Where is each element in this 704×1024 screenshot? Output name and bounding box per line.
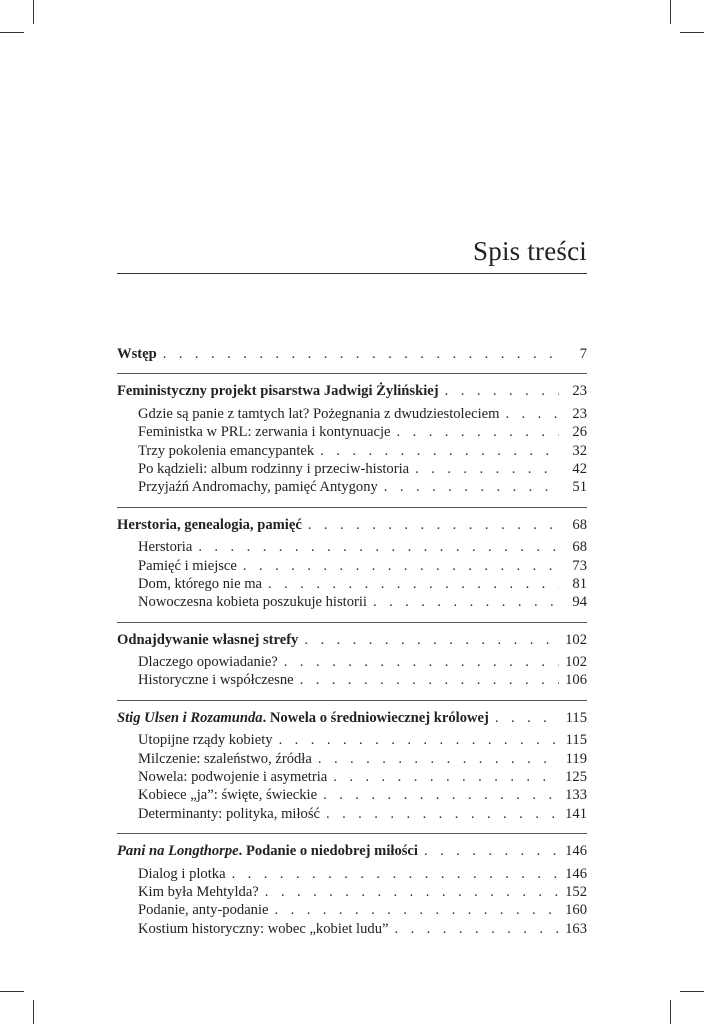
subsection-title: Herstoria (138, 539, 193, 556)
subsection-title: Gdzie są panie z tamtych lat? Pożegnania z dwudziestoleciem (138, 405, 500, 422)
dot-leader (397, 423, 560, 441)
dot-leader (300, 671, 559, 689)
dot-leader (320, 442, 559, 460)
subsection-title: Dlaczego opowiadanie? (138, 654, 278, 671)
chapter-title-text: Feministyczny projekt pisarstwa Jadwigi Żylińskiej (117, 383, 439, 400)
toc-section (117, 833, 587, 938)
page-number: 73 (572, 557, 587, 574)
toc-subsection-entry[interactable] (117, 593, 587, 611)
page-number: 115 (565, 732, 587, 749)
chapter-title-text: . Podanie o niedobrej miłości (238, 843, 418, 860)
page-number: 106 (565, 672, 587, 689)
subsection-title: Po kądzieli: album rodzinny i przeciw-historia (138, 460, 410, 477)
toc-subsection-entry[interactable] (117, 883, 587, 901)
page-title: Spis treści (473, 236, 587, 266)
toc-section (117, 622, 587, 690)
dot-leader (323, 786, 559, 804)
subsection-title: Nowela: podwojenie i asymetria (138, 769, 328, 786)
toc-subsection-entry[interactable] (117, 805, 587, 823)
chapter-title-italic: Pani na Longthorpe (117, 843, 239, 860)
subsection-title: Determinanty: polityka, miłość (138, 805, 320, 822)
toc-subsection-entry[interactable] (117, 731, 587, 749)
dot-leader (232, 865, 559, 883)
toc-section (117, 700, 587, 823)
dot-leader (495, 709, 559, 727)
chapter-title-italic: Stig Ulsen i Rozamunda (117, 709, 263, 726)
toc-chapter-entry[interactable] (117, 842, 587, 860)
page-number: 42 (572, 460, 587, 477)
toc-subsection-entry[interactable] (117, 671, 587, 689)
crop-mark (670, 1000, 671, 1024)
toc-subsection-entry[interactable] (117, 653, 587, 671)
page-number: 26 (572, 424, 587, 441)
crop-mark (680, 32, 704, 33)
toc-chapter-entry[interactable] (117, 516, 587, 534)
dot-leader (275, 901, 560, 919)
page-number: 133 (565, 787, 587, 804)
page-number: 32 (572, 442, 587, 459)
chapter-title (117, 382, 439, 400)
dot-leader (384, 478, 559, 496)
toc-subsection-entry[interactable] (117, 405, 587, 423)
page-number: 125 (565, 769, 587, 786)
toc-subsection-entry[interactable] (117, 575, 587, 593)
dot-leader (318, 750, 559, 768)
subsection-title: Historyczne i współczesne (138, 672, 294, 689)
dot-leader (304, 631, 559, 649)
chapter-title (117, 345, 157, 363)
chapter-title-text: . Nowela o średniowiecznej królowej (262, 709, 489, 726)
dot-leader (308, 516, 559, 534)
subsection-title: Dom, którego nie ma (138, 575, 263, 592)
chapter-title-text: Herstoria, genealogia, pamięć (117, 516, 302, 533)
page-number: 102 (565, 631, 587, 648)
toc-section (117, 345, 587, 363)
dot-leader (424, 842, 559, 860)
toc-subsection-entry[interactable] (117, 865, 587, 883)
toc-section (117, 507, 587, 612)
title-rule (117, 273, 587, 274)
page-number: 81 (572, 575, 587, 592)
dot-leader (268, 575, 559, 593)
chapter-title (117, 631, 298, 649)
dot-leader (333, 768, 559, 786)
crop-mark (33, 1000, 34, 1024)
dot-leader (445, 382, 559, 400)
crop-mark (680, 991, 704, 992)
toc-subsection-entry[interactable] (117, 750, 587, 768)
subsection-title: Nowoczesna kobieta poszukuje historii (138, 594, 367, 611)
subsection-title: Feministka w PRL: zerwania i kontynuacje (138, 424, 391, 441)
dot-leader (163, 345, 559, 363)
dot-leader (394, 920, 559, 938)
page-number: 23 (572, 383, 587, 400)
chapter-title-text: Odnajdywanie własnej strefy (117, 631, 299, 648)
page-number: 146 (565, 843, 587, 860)
subsection-title: Podanie, anty-podanie (138, 902, 269, 919)
chapter-title (117, 842, 418, 860)
page-number: 7 (579, 346, 587, 362)
page-number: 102 (565, 654, 587, 671)
table-of-contents (117, 345, 587, 948)
toc-chapter-entry[interactable] (117, 631, 587, 649)
toc-subsection-entry[interactable] (117, 901, 587, 919)
crop-mark (0, 991, 24, 992)
dot-leader (243, 557, 559, 575)
subsection-title: Utopijne rządy kobiety (138, 732, 273, 749)
toc-chapter-entry[interactable] (117, 709, 587, 727)
toc-chapter-entry[interactable] (117, 382, 587, 400)
toc-subsection-entry[interactable] (117, 786, 587, 804)
page-number: 51 (572, 479, 587, 496)
toc-subsection-entry[interactable] (117, 442, 587, 460)
subsection-title: Kostium historyczny: wobec „kobiet ludu” (138, 920, 389, 937)
page-number: 119 (565, 750, 587, 767)
chapter-title (117, 709, 489, 727)
subsection-title: Dialog i plotka (138, 865, 226, 882)
page-number: 141 (565, 805, 587, 822)
toc-subsection-entry[interactable] (117, 460, 587, 478)
dot-leader (505, 405, 559, 423)
page-number: 152 (565, 883, 587, 900)
toc-subsection-entry[interactable] (117, 423, 587, 441)
page-number: 163 (565, 920, 587, 937)
page-number: 68 (572, 516, 587, 533)
page-number: 146 (565, 865, 587, 882)
dot-leader (415, 460, 559, 478)
toc-section (117, 373, 587, 496)
subsection-title: Milczenie: szaleństwo, źródła (138, 750, 312, 767)
page-number: 94 (572, 594, 587, 611)
dot-leader (265, 883, 559, 901)
page-number: 160 (565, 902, 587, 919)
dot-leader (373, 593, 559, 611)
subsection-title: Pamięć i miejsce (138, 557, 237, 574)
toc-subsection-entry[interactable] (117, 920, 587, 938)
toc-subsection-entry[interactable] (117, 768, 587, 786)
toc-chapter-entry[interactable] (117, 345, 587, 363)
crop-mark (670, 0, 671, 24)
subsection-title: Kobiece „ja”: święte, świeckie (138, 787, 318, 804)
subsection-title: Kim była Mehtylda? (138, 883, 259, 900)
toc-subsection-entry[interactable] (117, 538, 587, 556)
subsection-title: Trzy pokolenia emancypantek (138, 442, 315, 459)
subsection-title: Przyjaźń Andromachy, pamięć Antygony (138, 479, 378, 496)
page-number: 68 (572, 539, 587, 556)
chapter-title-text: Wstęp (117, 346, 157, 362)
crop-mark (33, 0, 34, 24)
toc-subsection-entry[interactable] (117, 557, 587, 575)
chapter-title (117, 516, 302, 534)
toc-subsection-entry[interactable] (117, 478, 587, 496)
dot-leader (279, 731, 559, 749)
dot-leader (284, 653, 559, 671)
page-number: 115 (565, 709, 587, 726)
crop-mark (0, 32, 24, 33)
dot-leader (326, 805, 559, 823)
page-number: 23 (572, 405, 587, 422)
dot-leader (198, 538, 559, 556)
